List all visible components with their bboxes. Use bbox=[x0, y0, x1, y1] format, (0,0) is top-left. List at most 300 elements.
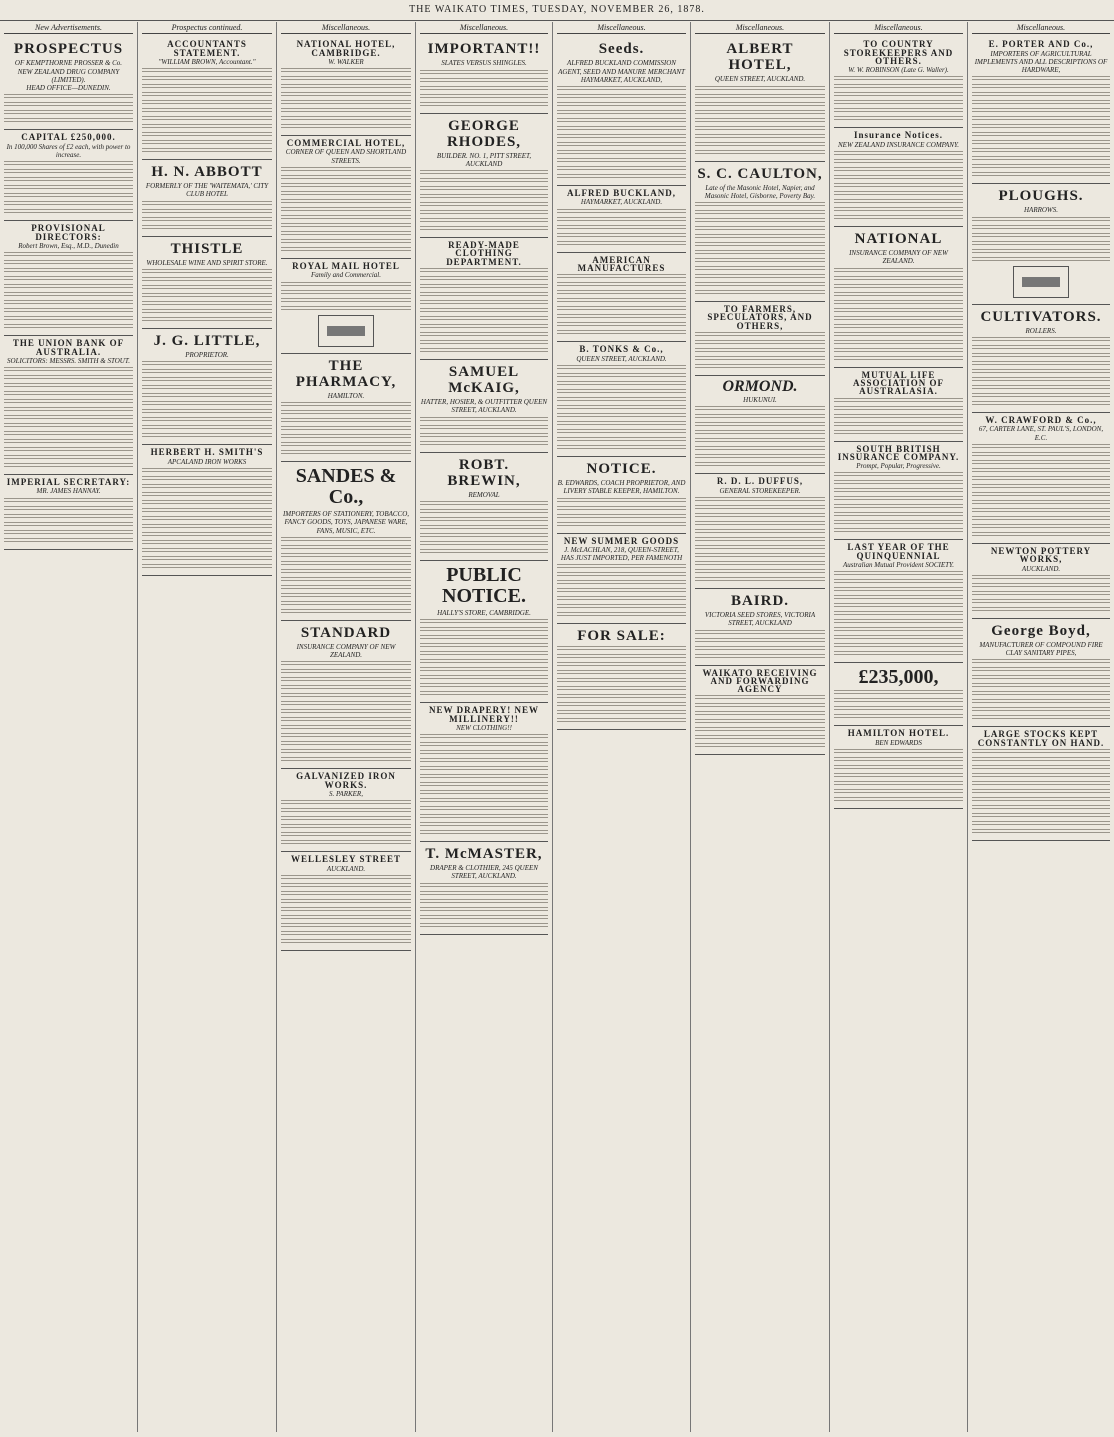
advertisement bbox=[972, 727, 1110, 841]
advertisement-title: COMMERCIAL HOTEL, bbox=[286, 138, 406, 149]
body-text-lines bbox=[972, 599, 1110, 605]
advertisement-line: MANUFACTURER OF COMPOUND FIRE CLAY SANITARY PIPES, bbox=[979, 640, 1103, 658]
body-text-lines bbox=[557, 274, 686, 280]
body-text-lines bbox=[834, 76, 963, 82]
body-text-lines bbox=[420, 308, 548, 314]
body-text-lines bbox=[281, 545, 411, 551]
body-text-lines bbox=[557, 290, 686, 296]
body-text-lines bbox=[834, 84, 963, 90]
body-text-lines bbox=[834, 504, 963, 510]
body-text-lines bbox=[420, 782, 548, 788]
body-text-lines bbox=[695, 553, 825, 559]
body-text-lines bbox=[420, 300, 548, 306]
body-text-lines bbox=[281, 585, 411, 591]
body-text-lines bbox=[695, 218, 825, 224]
body-text-lines bbox=[420, 186, 548, 192]
advertisement bbox=[972, 544, 1110, 619]
body-text-lines bbox=[557, 118, 686, 124]
body-text-lines bbox=[972, 353, 1110, 359]
masthead: THE WAIKATO TIMES, TUESDAY, NOVEMBER 26, 1878. bbox=[0, 0, 1114, 21]
advertisement-line: ALFRED BUCKLAND COMMISSION AGENT, SEED AND MANURE MERCHANT HAYMARKET, AUCKLAND, bbox=[558, 59, 685, 84]
body-text-lines bbox=[972, 217, 1110, 223]
column-heading: New Advertisements. bbox=[4, 24, 133, 34]
advertisement bbox=[4, 221, 133, 336]
column-3 bbox=[277, 22, 416, 1432]
advertisement-line: INSURANCE COMPANY OF NEW ZEALAND. bbox=[296, 642, 396, 660]
body-text-lines bbox=[420, 806, 548, 812]
advertisement bbox=[834, 128, 963, 227]
body-text-lines bbox=[972, 805, 1110, 811]
body-text-lines bbox=[281, 808, 411, 814]
body-text-lines bbox=[834, 714, 963, 720]
advertisement-title: HAMILTON HOTEL. bbox=[847, 728, 950, 739]
body-text-lines bbox=[972, 361, 1110, 367]
advertisement-line: VICTORIA SEED STORES, VICTORIA STREET, AUCKLAND bbox=[704, 610, 816, 628]
body-text-lines bbox=[4, 407, 133, 413]
body-text-lines bbox=[420, 742, 548, 748]
body-text-lines bbox=[142, 393, 272, 399]
body-text-lines bbox=[557, 421, 686, 427]
body-text-lines bbox=[557, 506, 686, 512]
body-text-lines bbox=[142, 401, 272, 407]
body-text-lines bbox=[834, 151, 963, 157]
body-text-lines bbox=[834, 706, 963, 712]
body-text-lines bbox=[4, 498, 133, 504]
body-text-lines bbox=[420, 292, 548, 298]
body-text-lines bbox=[281, 725, 411, 731]
advertisement-line: "WILLIAM BROWN, Accountant." bbox=[158, 57, 256, 66]
body-text-lines bbox=[142, 84, 272, 90]
body-text-lines bbox=[557, 365, 686, 371]
advertisement-line: AUCKLAND. bbox=[1021, 564, 1061, 573]
body-text-lines bbox=[281, 749, 411, 755]
body-text-lines bbox=[557, 166, 686, 172]
advertisement bbox=[695, 302, 825, 376]
body-text-lines bbox=[834, 308, 963, 314]
body-text-lines bbox=[557, 604, 686, 610]
body-text-lines bbox=[557, 110, 686, 116]
body-text-lines bbox=[4, 415, 133, 421]
body-text-lines bbox=[972, 140, 1110, 146]
body-text-lines bbox=[695, 356, 825, 362]
body-text-lines bbox=[4, 367, 133, 373]
body-text-lines bbox=[834, 496, 963, 502]
body-text-lines bbox=[420, 509, 548, 515]
body-text-lines bbox=[142, 116, 272, 122]
body-text-lines bbox=[557, 86, 686, 92]
advertisement bbox=[4, 37, 133, 130]
body-text-lines bbox=[281, 800, 411, 806]
body-text-lines bbox=[420, 830, 548, 836]
body-text-lines bbox=[420, 923, 548, 929]
advertisement-footer: HEAD OFFICE—DUNEDIN. bbox=[26, 84, 111, 93]
column-heading: Miscellaneous. bbox=[972, 24, 1110, 34]
body-text-lines bbox=[420, 332, 548, 338]
body-text-lines bbox=[695, 513, 825, 519]
body-text-lines bbox=[281, 92, 411, 98]
advertisement-title: THE UNION BANK OF AUSTRALIA. bbox=[12, 338, 125, 357]
body-text-lines bbox=[834, 276, 963, 282]
advertisement-line: Robert Brown, Esq., M.D., Dunedin bbox=[18, 241, 119, 250]
body-text-lines bbox=[695, 569, 825, 575]
body-text-lines bbox=[972, 781, 1110, 787]
advertisement-line: HAMILTON. bbox=[327, 391, 365, 400]
advertisement bbox=[695, 589, 825, 666]
body-text-lines bbox=[281, 442, 411, 448]
body-text-lines bbox=[281, 76, 411, 82]
body-text-lines bbox=[420, 324, 548, 330]
body-text-lines bbox=[4, 530, 133, 536]
body-text-lines bbox=[834, 199, 963, 205]
body-text-lines bbox=[972, 156, 1110, 162]
advertisement bbox=[281, 37, 411, 136]
body-text-lines bbox=[281, 426, 411, 432]
body-text-lines bbox=[695, 537, 825, 543]
body-text-lines bbox=[695, 226, 825, 232]
body-text-lines bbox=[834, 332, 963, 338]
advertisement-title: E. PORTER AND Co., bbox=[988, 39, 1094, 50]
advertisement-line: CORNER OF QUEEN AND SHORTLAND STREETS. bbox=[285, 148, 407, 165]
advertisement bbox=[834, 37, 963, 128]
body-text-lines bbox=[142, 108, 272, 114]
body-text-lines bbox=[281, 939, 411, 945]
advertisement-line: APCALAND IRON WORKS bbox=[167, 457, 247, 466]
advertisement-title: WAIKATO RECEIVING AND FORWARDING AGENCY bbox=[702, 667, 818, 695]
body-text-lines bbox=[142, 285, 272, 291]
body-text-lines bbox=[557, 225, 686, 231]
body-text-lines bbox=[557, 710, 686, 716]
body-text-lines bbox=[281, 717, 411, 723]
body-text-lines bbox=[142, 277, 272, 283]
body-text-lines bbox=[420, 883, 548, 889]
body-text-lines bbox=[142, 556, 272, 562]
advertisement-line: In 100,000 Shares of £2 each, with power to increase. bbox=[6, 142, 131, 160]
advertisement-title: HERBERT H. SMITH'S bbox=[150, 447, 264, 458]
body-text-lines bbox=[420, 340, 548, 346]
advertisement-title: ALFRED BUCKLAND, bbox=[566, 188, 676, 199]
body-text-lines bbox=[972, 797, 1110, 803]
body-text-lines bbox=[557, 702, 686, 708]
body-text-lines bbox=[281, 124, 411, 130]
body-text-lines bbox=[834, 472, 963, 478]
body-text-lines bbox=[695, 210, 825, 216]
advertisement-line: NEW ZEALAND INSURANCE COMPANY. bbox=[838, 140, 959, 149]
body-text-lines bbox=[281, 298, 411, 304]
body-text-lines bbox=[557, 694, 686, 700]
body-text-lines bbox=[142, 500, 272, 506]
body-text-lines bbox=[281, 100, 411, 106]
body-text-lines bbox=[834, 207, 963, 213]
body-text-lines bbox=[834, 92, 963, 98]
body-text-lines bbox=[695, 250, 825, 256]
advertisement-title: ACCOUNTANTS STATEMENT. bbox=[167, 39, 247, 58]
body-text-lines bbox=[142, 476, 272, 482]
body-text-lines bbox=[834, 430, 963, 436]
advertisement-title: AMERICAN MANUFACTURES bbox=[577, 254, 666, 274]
body-text-lines bbox=[834, 348, 963, 354]
body-text-lines bbox=[142, 217, 272, 223]
body-text-lines bbox=[420, 915, 548, 921]
body-text-lines bbox=[557, 588, 686, 594]
body-text-lines bbox=[972, 452, 1110, 458]
body-text-lines bbox=[142, 377, 272, 383]
body-text-lines bbox=[281, 891, 411, 897]
body-text-lines bbox=[420, 798, 548, 804]
body-text-lines bbox=[557, 564, 686, 570]
body-text-lines bbox=[420, 619, 548, 625]
body-text-lines bbox=[420, 316, 548, 322]
advertisement-title: ALBERT HOTEL, bbox=[726, 41, 794, 74]
body-text-lines bbox=[695, 529, 825, 535]
body-text-lines bbox=[4, 308, 133, 314]
advertisement bbox=[281, 621, 411, 770]
body-text-lines bbox=[142, 409, 272, 415]
body-text-lines bbox=[695, 422, 825, 428]
body-text-lines bbox=[142, 148, 272, 154]
body-text-lines bbox=[281, 207, 411, 213]
body-text-lines bbox=[557, 381, 686, 387]
body-text-lines bbox=[142, 508, 272, 514]
advertisement-line: W. WALKER bbox=[328, 57, 364, 66]
body-text-lines bbox=[281, 701, 411, 707]
body-text-lines bbox=[420, 822, 548, 828]
advertisement bbox=[420, 703, 548, 842]
advertisement-line: HALLY'S STORE, CAMBRIDGE. bbox=[437, 608, 531, 617]
body-text-lines bbox=[834, 749, 963, 755]
body-text-lines bbox=[281, 167, 411, 173]
column-heading: Miscellaneous. bbox=[420, 24, 548, 34]
body-text-lines bbox=[4, 193, 133, 199]
body-text-lines bbox=[834, 781, 963, 787]
body-text-lines bbox=[695, 711, 825, 717]
body-text-lines bbox=[557, 314, 686, 320]
advertisement-line: ROLLERS. bbox=[1025, 326, 1057, 335]
advertisement bbox=[420, 842, 548, 935]
advertisement-title: IMPORTANT!! bbox=[427, 41, 541, 58]
body-text-lines bbox=[557, 580, 686, 586]
body-text-lines bbox=[695, 110, 825, 116]
advertisement-line: QUEEN STREET, AUCKLAND. bbox=[714, 75, 806, 84]
body-text-lines bbox=[281, 923, 411, 929]
body-text-lines bbox=[972, 659, 1110, 665]
body-text-lines bbox=[420, 541, 548, 547]
body-text-lines bbox=[281, 84, 411, 90]
body-text-lines bbox=[281, 247, 411, 253]
advertisement bbox=[420, 114, 548, 239]
body-text-lines bbox=[4, 209, 133, 215]
body-text-lines bbox=[4, 110, 133, 116]
body-text-lines bbox=[142, 209, 272, 215]
advertisement-title: SAMUEL McKAIG, bbox=[448, 364, 520, 397]
body-text-lines bbox=[695, 545, 825, 551]
body-text-lines bbox=[834, 579, 963, 585]
body-text-lines bbox=[142, 124, 272, 130]
body-text-lines bbox=[834, 528, 963, 534]
body-text-lines bbox=[420, 790, 548, 796]
body-text-lines bbox=[557, 437, 686, 443]
body-text-lines bbox=[834, 300, 963, 306]
body-text-lines bbox=[281, 741, 411, 747]
body-text-lines bbox=[281, 840, 411, 846]
body-text-lines bbox=[695, 462, 825, 468]
body-text-lines bbox=[972, 444, 1110, 450]
advertisement-title: S. C. CAULTON, bbox=[697, 165, 823, 182]
body-text-lines bbox=[281, 215, 411, 221]
body-text-lines bbox=[420, 210, 548, 216]
body-text-lines bbox=[281, 875, 411, 881]
body-text-lines bbox=[281, 931, 411, 937]
body-text-lines bbox=[972, 401, 1110, 407]
body-text-lines bbox=[557, 102, 686, 108]
body-text-lines bbox=[972, 225, 1110, 231]
advertisement-title: PROSPECTUS bbox=[13, 41, 124, 58]
advertisement-title: THE PHARMACY, bbox=[295, 357, 397, 390]
body-text-lines bbox=[695, 234, 825, 240]
column-2 bbox=[138, 22, 277, 1432]
body-text-lines bbox=[834, 292, 963, 298]
advertisement-title: Insurance Notices. bbox=[854, 130, 943, 141]
body-text-lines bbox=[972, 124, 1110, 130]
body-text-lines bbox=[557, 174, 686, 180]
advertisement-title: STANDARD bbox=[300, 624, 392, 641]
body-text-lines bbox=[420, 734, 548, 740]
advertisement bbox=[142, 445, 272, 576]
body-text-lines bbox=[972, 393, 1110, 399]
body-text-lines bbox=[281, 601, 411, 607]
body-text-lines bbox=[557, 405, 686, 411]
body-text-lines bbox=[420, 86, 548, 92]
body-text-lines bbox=[972, 715, 1110, 721]
body-text-lines bbox=[972, 345, 1110, 351]
body-text-lines bbox=[281, 223, 411, 229]
body-text-lines bbox=[420, 517, 548, 523]
body-text-lines bbox=[281, 450, 411, 456]
column-5 bbox=[553, 22, 691, 1432]
body-text-lines bbox=[420, 766, 548, 772]
body-text-lines bbox=[695, 202, 825, 208]
body-text-lines bbox=[281, 290, 411, 296]
body-text-lines bbox=[834, 765, 963, 771]
body-text-lines bbox=[4, 292, 133, 298]
advertisement-line: SLATES VERSUS SHINGLES. bbox=[441, 59, 527, 68]
body-text-lines bbox=[695, 364, 825, 370]
advertisement bbox=[281, 462, 411, 621]
advertisement bbox=[972, 184, 1110, 304]
advertisement bbox=[834, 227, 963, 368]
body-text-lines bbox=[972, 233, 1110, 239]
body-text-lines bbox=[557, 150, 686, 156]
advertisement-line: QUEEN STREET, AUCKLAND. bbox=[576, 354, 667, 363]
advertisement bbox=[281, 259, 411, 354]
advertisement bbox=[972, 37, 1110, 184]
advertisement-title: SANDES & Co., bbox=[295, 464, 397, 508]
body-text-lines bbox=[557, 94, 686, 100]
body-text-lines bbox=[695, 430, 825, 436]
body-text-lines bbox=[142, 484, 272, 490]
body-text-lines bbox=[972, 369, 1110, 375]
advertisement-title: PLOUGHS. bbox=[998, 188, 1084, 205]
body-text-lines bbox=[834, 635, 963, 641]
body-text-lines bbox=[557, 282, 686, 288]
body-text-lines bbox=[972, 241, 1110, 247]
advertisement-subtitle: OF KEMPTHORNE PROSSER & Co. bbox=[14, 59, 123, 68]
body-text-lines bbox=[557, 612, 686, 618]
body-text-lines bbox=[281, 757, 411, 763]
body-text-lines bbox=[142, 293, 272, 299]
body-text-lines bbox=[557, 233, 686, 239]
advertisement-title: W. CRAWFORD & Co., bbox=[985, 415, 1097, 426]
body-text-lines bbox=[972, 500, 1110, 506]
body-text-lines bbox=[695, 86, 825, 92]
body-text-lines bbox=[4, 423, 133, 429]
advertisement-line: Late of the Masonic Hotel, Napier, and Masonic Hotel, Gisborne, Poverty Bay. bbox=[704, 183, 816, 200]
advertisement-line: 67, CARTER LANE, ST. PAUL'S, LONDON, E.C. bbox=[978, 425, 1104, 442]
body-text-lines bbox=[557, 298, 686, 304]
body-text-lines bbox=[557, 522, 686, 528]
body-text-lines bbox=[834, 757, 963, 763]
advertisement bbox=[142, 37, 272, 160]
advertisement bbox=[557, 253, 686, 343]
body-text-lines bbox=[281, 569, 411, 575]
column-6 bbox=[691, 22, 830, 1432]
body-text-lines bbox=[972, 707, 1110, 713]
body-text-lines bbox=[4, 276, 133, 282]
advertisement bbox=[281, 852, 411, 951]
body-text-lines bbox=[972, 337, 1110, 343]
body-text-lines bbox=[281, 199, 411, 205]
advertisement-title: ORMOND. bbox=[722, 378, 798, 396]
advertisement-title: BAIRD. bbox=[730, 592, 790, 609]
body-text-lines bbox=[281, 183, 411, 189]
body-text-lines bbox=[972, 484, 1110, 490]
body-text-lines bbox=[281, 231, 411, 237]
body-text-lines bbox=[4, 169, 133, 175]
body-text-lines bbox=[557, 662, 686, 668]
body-text-lines bbox=[420, 675, 548, 681]
body-text-lines bbox=[972, 691, 1110, 697]
body-text-lines bbox=[557, 142, 686, 148]
body-text-lines bbox=[972, 377, 1110, 383]
advertisement bbox=[142, 329, 272, 445]
body-text-lines bbox=[4, 399, 133, 405]
body-text-lines bbox=[420, 683, 548, 689]
advertisement-line: S. PARKER, bbox=[329, 790, 363, 799]
body-text-lines bbox=[281, 402, 411, 408]
advertisement bbox=[420, 360, 548, 453]
advertisement-title: Seeds. bbox=[598, 41, 645, 58]
body-text-lines bbox=[142, 68, 272, 74]
body-text-lines bbox=[142, 385, 272, 391]
body-text-lines bbox=[420, 758, 548, 764]
advertisement bbox=[557, 37, 686, 186]
body-text-lines bbox=[142, 540, 272, 546]
body-text-lines bbox=[4, 431, 133, 437]
body-text-lines bbox=[695, 142, 825, 148]
body-text-lines bbox=[695, 290, 825, 296]
advertisement-line: GENERAL STOREKEEPER. bbox=[719, 486, 801, 495]
advertisement-title: TO FARMERS, SPECULATORS, AND OTHERS, bbox=[707, 304, 813, 331]
body-text-lines bbox=[281, 306, 411, 312]
body-text-lines bbox=[695, 150, 825, 156]
advertisement-title: H. N. ABBOTT bbox=[151, 164, 263, 181]
advertisement bbox=[834, 368, 963, 442]
advertisement-line: Australian Mutual Provident SOCIETY. bbox=[842, 561, 955, 570]
body-text-lines bbox=[557, 572, 686, 578]
body-text-lines bbox=[972, 583, 1110, 589]
body-text-lines bbox=[420, 284, 548, 290]
body-text-lines bbox=[281, 883, 411, 889]
body-text-lines bbox=[420, 750, 548, 756]
